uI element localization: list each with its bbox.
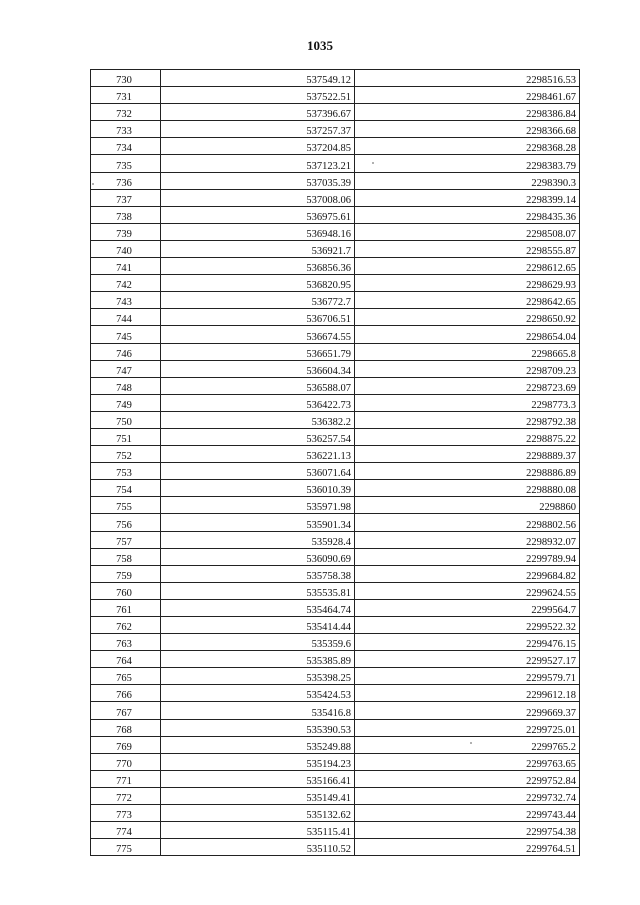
table-row — [91, 582, 580, 599]
point-number-cell: 755 — [91, 497, 161, 514]
x-coordinate-cell: 535758.38 — [161, 565, 355, 582]
y-coordinate-cell: 2299743.44 — [355, 805, 580, 822]
x-coordinate-cell: 535166.41 — [161, 770, 355, 787]
y-coordinate-cell: 2298773.3 — [355, 394, 580, 411]
x-coordinate-cell: 536382.2 — [161, 411, 355, 428]
x-coordinate-cell: 537396.67 — [161, 104, 355, 121]
table-row — [91, 599, 580, 616]
point-number-cell: 770 — [91, 753, 161, 770]
y-coordinate-cell: 2298642.65 — [355, 292, 580, 309]
table-row — [91, 565, 580, 582]
point-number-cell: 745 — [91, 326, 161, 343]
y-coordinate-cell: 2299763.65 — [355, 753, 580, 770]
scan-speck — [92, 183, 94, 185]
y-coordinate-cell: 2299624.55 — [355, 582, 580, 599]
table-row — [91, 87, 580, 104]
point-number-cell: 757 — [91, 531, 161, 548]
table-row — [91, 497, 580, 514]
x-coordinate-cell: 535535.81 — [161, 582, 355, 599]
point-number-cell: 767 — [91, 702, 161, 719]
x-coordinate-cell: 537549.12 — [161, 70, 355, 87]
point-number-cell: 739 — [91, 223, 161, 240]
y-coordinate-cell: 2299732.74 — [355, 787, 580, 804]
point-number-cell: 731 — [91, 87, 161, 104]
table-row — [91, 651, 580, 668]
table-row — [91, 428, 580, 445]
x-coordinate-cell: 536820.95 — [161, 275, 355, 292]
scan-speck — [470, 742, 472, 744]
y-coordinate-cell: 2299564.7 — [355, 599, 580, 616]
point-number-cell: 754 — [91, 480, 161, 497]
table-row — [91, 719, 580, 736]
y-coordinate-cell: 2298461.67 — [355, 87, 580, 104]
x-coordinate-cell: 535132.62 — [161, 805, 355, 822]
point-number-cell: 772 — [91, 787, 161, 804]
y-coordinate-cell: 2298435.36 — [355, 206, 580, 223]
point-number-cell: 741 — [91, 258, 161, 275]
y-coordinate-cell: 2298875.22 — [355, 428, 580, 445]
x-coordinate-cell: 536772.7 — [161, 292, 355, 309]
x-coordinate-cell: 537522.51 — [161, 87, 355, 104]
y-coordinate-cell: 2298399.14 — [355, 189, 580, 206]
x-coordinate-cell: 536856.36 — [161, 258, 355, 275]
table-row — [91, 104, 580, 121]
y-coordinate-cell: 2298508.07 — [355, 223, 580, 240]
point-number-cell: 738 — [91, 206, 161, 223]
x-coordinate-cell: 535416.8 — [161, 702, 355, 719]
point-number-cell: 734 — [91, 138, 161, 155]
x-coordinate-cell: 535194.23 — [161, 753, 355, 770]
x-coordinate-cell: 535359.6 — [161, 634, 355, 651]
y-coordinate-cell: 2298723.69 — [355, 377, 580, 394]
x-coordinate-cell: 536948.16 — [161, 223, 355, 240]
table-row — [91, 480, 580, 497]
x-coordinate-cell: 535971.98 — [161, 497, 355, 514]
y-coordinate-cell: 2298886.89 — [355, 463, 580, 480]
y-coordinate-cell: 2298860 — [355, 497, 580, 514]
point-number-cell: 740 — [91, 240, 161, 257]
scan-speck — [372, 162, 374, 164]
table-row — [91, 258, 580, 275]
table-row — [91, 394, 580, 411]
page-number: 1035 — [307, 38, 333, 53]
point-number-cell: 769 — [91, 736, 161, 753]
x-coordinate-cell: 536090.69 — [161, 548, 355, 565]
y-coordinate-cell: 2298654.04 — [355, 326, 580, 343]
x-coordinate-cell: 537257.37 — [161, 121, 355, 138]
y-coordinate-cell: 2299789.94 — [355, 548, 580, 565]
point-number-cell: 737 — [91, 189, 161, 206]
table-row — [91, 685, 580, 702]
table-row — [91, 360, 580, 377]
y-coordinate-cell: 2299684.82 — [355, 565, 580, 582]
table-row — [91, 822, 580, 839]
x-coordinate-cell: 535115.41 — [161, 822, 355, 839]
y-coordinate-cell: 2298665.8 — [355, 343, 580, 360]
x-coordinate-cell: 535424.53 — [161, 685, 355, 702]
table-row — [91, 446, 580, 463]
point-number-cell: 746 — [91, 343, 161, 360]
point-number-cell: 764 — [91, 651, 161, 668]
table-row — [91, 411, 580, 428]
x-coordinate-cell: 536071.64 — [161, 463, 355, 480]
point-number-cell: 733 — [91, 121, 161, 138]
y-coordinate-cell: 2298792.38 — [355, 411, 580, 428]
x-coordinate-cell: 536975.61 — [161, 206, 355, 223]
y-coordinate-cell: 2299476.15 — [355, 634, 580, 651]
point-number-cell: 758 — [91, 548, 161, 565]
point-number-cell: 743 — [91, 292, 161, 309]
table-row — [91, 634, 580, 651]
y-coordinate-cell: 2298386.84 — [355, 104, 580, 121]
table-row — [91, 206, 580, 223]
point-number-cell: 747 — [91, 360, 161, 377]
table-row — [91, 70, 580, 87]
point-number-cell: 762 — [91, 617, 161, 634]
point-number-cell: 761 — [91, 599, 161, 616]
y-coordinate-cell: 2298612.65 — [355, 258, 580, 275]
table-row — [91, 138, 580, 155]
y-coordinate-cell: 2299527.17 — [355, 651, 580, 668]
point-number-cell: 768 — [91, 719, 161, 736]
y-coordinate-cell: 2298889.37 — [355, 446, 580, 463]
y-coordinate-cell: 2298366.68 — [355, 121, 580, 138]
x-coordinate-cell: 536221.13 — [161, 446, 355, 463]
y-coordinate-cell: 2298932.07 — [355, 531, 580, 548]
x-coordinate-cell: 537204.85 — [161, 138, 355, 155]
point-number-cell: 748 — [91, 377, 161, 394]
x-coordinate-cell: 536921.7 — [161, 240, 355, 257]
point-number-cell: 763 — [91, 634, 161, 651]
y-coordinate-cell: 2299765.2 — [355, 736, 580, 753]
y-coordinate-cell: 2298629.93 — [355, 275, 580, 292]
point-number-cell: 744 — [91, 309, 161, 326]
y-coordinate-cell: 2299579.71 — [355, 668, 580, 685]
table-row — [91, 172, 580, 189]
table-row — [91, 548, 580, 565]
point-number-cell: 766 — [91, 685, 161, 702]
y-coordinate-cell: 2298516.53 — [355, 70, 580, 87]
table-row — [91, 839, 580, 856]
x-coordinate-cell: 535464.74 — [161, 599, 355, 616]
table-row — [91, 702, 580, 719]
x-coordinate-cell: 536674.55 — [161, 326, 355, 343]
table-row — [91, 531, 580, 548]
point-number-cell: 760 — [91, 582, 161, 599]
point-number-cell: 771 — [91, 770, 161, 787]
point-number-cell: 775 — [91, 839, 161, 856]
x-coordinate-cell: 536257.54 — [161, 428, 355, 445]
point-number-cell: 774 — [91, 822, 161, 839]
y-coordinate-cell: 2298383.79 — [355, 155, 580, 172]
x-coordinate-cell: 536651.79 — [161, 343, 355, 360]
point-number-cell: 756 — [91, 514, 161, 531]
x-coordinate-cell: 535149.41 — [161, 787, 355, 804]
y-coordinate-cell: 2298368.28 — [355, 138, 580, 155]
x-coordinate-cell: 536588.07 — [161, 377, 355, 394]
x-coordinate-cell: 535928.4 — [161, 531, 355, 548]
x-coordinate-cell: 536706.51 — [161, 309, 355, 326]
point-number-cell: 759 — [91, 565, 161, 582]
x-coordinate-cell: 535249.88 — [161, 736, 355, 753]
table-row — [91, 343, 580, 360]
y-coordinate-cell: 2298650.92 — [355, 309, 580, 326]
table-row — [91, 377, 580, 394]
table-row — [91, 514, 580, 531]
table-row — [91, 240, 580, 257]
point-number-cell: 751 — [91, 428, 161, 445]
y-coordinate-cell: 2299754.38 — [355, 822, 580, 839]
table-row — [91, 736, 580, 753]
y-coordinate-cell: 2298802.56 — [355, 514, 580, 531]
table-row — [91, 668, 580, 685]
x-coordinate-cell: 535390.53 — [161, 719, 355, 736]
point-number-cell: 742 — [91, 275, 161, 292]
table-row — [91, 292, 580, 309]
y-coordinate-cell: 2298709.23 — [355, 360, 580, 377]
x-coordinate-cell: 536010.39 — [161, 480, 355, 497]
point-number-cell: 749 — [91, 394, 161, 411]
table-row — [91, 275, 580, 292]
point-number-cell: 735 — [91, 155, 161, 172]
table-row — [91, 805, 580, 822]
y-coordinate-cell: 2299752.84 — [355, 770, 580, 787]
x-coordinate-cell: 536422.73 — [161, 394, 355, 411]
table-row — [91, 770, 580, 787]
table-row — [91, 617, 580, 634]
y-coordinate-cell: 2298880.08 — [355, 480, 580, 497]
table-row — [91, 326, 580, 343]
y-coordinate-cell: 2299669.37 — [355, 702, 580, 719]
point-number-cell: 773 — [91, 805, 161, 822]
table-row — [91, 155, 580, 172]
x-coordinate-cell: 537123.21 — [161, 155, 355, 172]
coordinates-table — [90, 69, 580, 856]
point-number-cell: 753 — [91, 463, 161, 480]
x-coordinate-cell: 535398.25 — [161, 668, 355, 685]
y-coordinate-cell: 2299522.32 — [355, 617, 580, 634]
x-coordinate-cell: 535414.44 — [161, 617, 355, 634]
x-coordinate-cell: 535901.34 — [161, 514, 355, 531]
point-number-cell: 765 — [91, 668, 161, 685]
x-coordinate-cell: 535110.52 — [161, 839, 355, 856]
x-coordinate-cell: 535385.89 — [161, 651, 355, 668]
x-coordinate-cell: 536604.34 — [161, 360, 355, 377]
table-row — [91, 189, 580, 206]
y-coordinate-cell: 2298555.87 — [355, 240, 580, 257]
table-row — [91, 309, 580, 326]
y-coordinate-cell: 2299612.18 — [355, 685, 580, 702]
x-coordinate-cell: 537035.39 — [161, 172, 355, 189]
coordinates-table-body — [91, 70, 580, 856]
y-coordinate-cell: 2298390.3 — [355, 172, 580, 189]
table-row — [91, 121, 580, 138]
point-number-cell: 732 — [91, 104, 161, 121]
point-number-cell: 736 — [91, 172, 161, 189]
y-coordinate-cell: 2299725.01 — [355, 719, 580, 736]
point-number-cell: 750 — [91, 411, 161, 428]
x-coordinate-cell: 537008.06 — [161, 189, 355, 206]
point-number-cell: 752 — [91, 446, 161, 463]
table-row — [91, 463, 580, 480]
table-row — [91, 787, 580, 804]
table-row — [91, 223, 580, 240]
table-row — [91, 753, 580, 770]
point-number-cell: 730 — [91, 70, 161, 87]
y-coordinate-cell: 2299764.51 — [355, 839, 580, 856]
